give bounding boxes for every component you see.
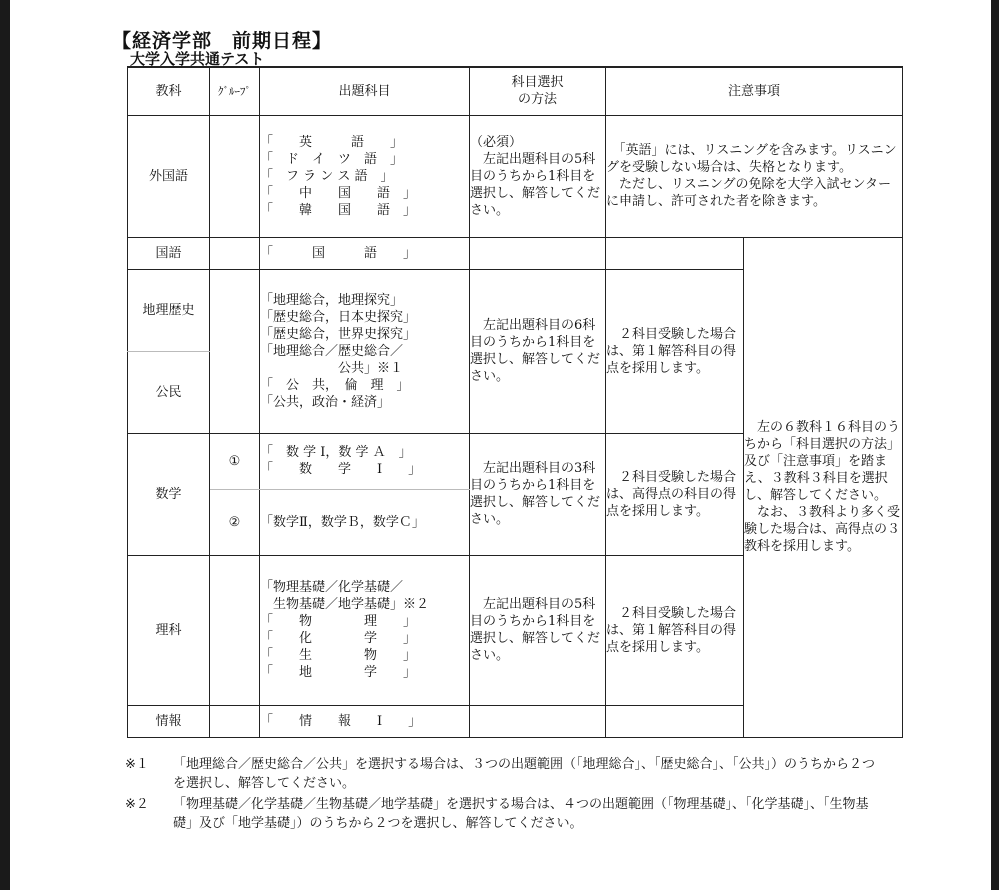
group-cell-social xyxy=(210,269,260,433)
footnote-mark: ※２ xyxy=(125,797,149,812)
row-label-info: 情報 xyxy=(128,705,210,737)
method-japanese xyxy=(470,237,606,269)
subjects-social xyxy=(260,269,470,433)
subject-item: 「 公 共， 倫 理 」 xyxy=(260,377,410,393)
subject-item: 生物基礎／地学基礎」※２ xyxy=(260,597,430,612)
group-cell-science xyxy=(210,555,260,705)
window-frame-right xyxy=(991,0,999,890)
row-label-geo-history: 地理歴史 xyxy=(128,269,210,351)
subject-item: 「 物 理 」 xyxy=(260,614,417,629)
method-social: 左記出題科目の6科目のうちから1科目を選択し、解答してください。 xyxy=(470,269,606,433)
header-notes: 注意事項 xyxy=(606,67,903,115)
header-group: ｸﾞﾙｰﾌﾟ xyxy=(210,67,260,115)
footnote-mark: ※１ xyxy=(125,757,149,772)
subject-item: 「公共，政治・経済」 xyxy=(260,394,391,410)
subjects-japanese xyxy=(260,237,470,269)
subject-item: 「物理基礎／化学基礎／ xyxy=(260,580,404,595)
subjects-math-2 xyxy=(260,489,470,555)
notes-info xyxy=(606,705,744,737)
method-foreign: （必須） 左記出題科目の5科目のうちから1科目を選択し、解答してください。 xyxy=(470,115,606,237)
subject-item: 「数学Ⅱ，数学Ｂ，数学Ｃ」 xyxy=(260,514,425,530)
header-subject: 教科 xyxy=(128,67,210,115)
subject-item: 「 情 報 Ⅰ 」 xyxy=(260,713,422,729)
group-1-badge: ① xyxy=(210,433,260,489)
group-cell-foreign xyxy=(210,115,260,237)
subject-item: 「 数 学 Ⅰ，数 学 Ａ 」 xyxy=(260,445,412,460)
notes-foreign: 「英語」には、リスニングを含みます。リスニングを受験しない場合は、失格となります。 ただし、リスニングの免除を大学入試センターに申請し、許可された者を除きます。 xyxy=(606,115,903,237)
subject-item: 「歴史総合，日本史探究」 xyxy=(260,309,417,325)
method-science: 左記出題科目の5科目のうちから1科目を選択し、解答してください。 xyxy=(470,555,606,705)
footnotes xyxy=(125,755,885,835)
page-subtitle: 大学入学共通テスト xyxy=(130,50,265,68)
notes-science: ２科目受験した場合は、第１解答科目の得点を採用します。 xyxy=(606,555,744,705)
subject-item: 「 数 学 Ⅰ 」 xyxy=(260,462,422,477)
subjects-math-1 xyxy=(260,433,470,489)
group-2-badge: ② xyxy=(210,489,260,555)
group-cell-japanese xyxy=(210,237,260,269)
subject-item: 「 ド イ ツ 語 」 xyxy=(260,151,404,167)
overall-note: 左の６教科１６科目のうちから「科目選択の方法」及び「注意事項」を踏まえ、３教科３科目を選択し、解答してください。 なお、３教科より多く受験した場合は、高得点の３教科を採用します。 xyxy=(744,237,903,737)
page-title: 【経済学部 前期日程】 xyxy=(112,30,333,52)
subject-item: 「 生 物 」 xyxy=(260,648,417,663)
header-method: 科目選択 の方法 xyxy=(470,67,606,115)
footnote-1 xyxy=(125,755,885,793)
subject-item: 公共」※１ xyxy=(260,360,404,376)
subject-item: 「 国 語 」 xyxy=(260,245,417,261)
window-frame-left xyxy=(0,0,10,890)
footnote-2 xyxy=(125,795,885,833)
subject-item: 「地理総合／歴史総合／ xyxy=(260,343,404,359)
subjects-foreign xyxy=(260,115,470,237)
subject-item: 「歴史総合，世界史探究」 xyxy=(260,326,417,342)
row-label-japanese: 国語 xyxy=(128,237,210,269)
method-math: 左記出題科目の3科目のうちから1科目を選択し、解答してください。 xyxy=(470,433,606,555)
subject-item: 「 地 学 」 xyxy=(260,665,417,680)
method-info xyxy=(470,705,606,737)
subject-item: 「 英 語 」 xyxy=(260,134,404,150)
row-label-foreign: 外国語 xyxy=(128,115,210,237)
row-label-science: 理科 xyxy=(128,555,210,705)
subject-item: 「地理総合，地理探究」 xyxy=(260,292,404,308)
notes-math: ２科目受験した場合は、高得点の科目の得点を採用します。 xyxy=(606,433,744,555)
row-label-math: 数学 xyxy=(128,433,210,555)
subject-item: 「 中 国 語 」 xyxy=(260,185,417,201)
subjects-info xyxy=(260,705,470,737)
notes-social: ２科目受験した場合は、第１解答科目の得点を採用します。 xyxy=(606,269,744,433)
exam-subject-table xyxy=(127,66,903,738)
group-cell-info xyxy=(210,705,260,737)
footnote-text: 「物理基礎／化学基礎／生物基礎／地学基礎」を選択する場合は、４つの出題範囲（「物理基礎」、「化学基礎」、「生物基礎」及び「地学基礎」）のうちから２つを選択し、解答してください。 xyxy=(173,797,869,831)
row-label-civics: 公民 xyxy=(128,351,210,433)
subject-item: 「 フ ラ ン ス 語 」 xyxy=(260,168,394,184)
subjects-science xyxy=(260,555,470,705)
notes-japanese xyxy=(606,237,744,269)
header-exam-subjects: 出題科目 xyxy=(260,67,470,115)
subject-item: 「 韓 国 語 」 xyxy=(260,202,417,218)
subject-item: 「 化 学 」 xyxy=(260,631,417,646)
footnote-text: 「地理総合／歴史総合／公共」を選択する場合は、３つの出題範囲（「地理総合」、「歴史総合」、「公共」）のうちから２つを選択し、解答してください。 xyxy=(173,757,876,791)
